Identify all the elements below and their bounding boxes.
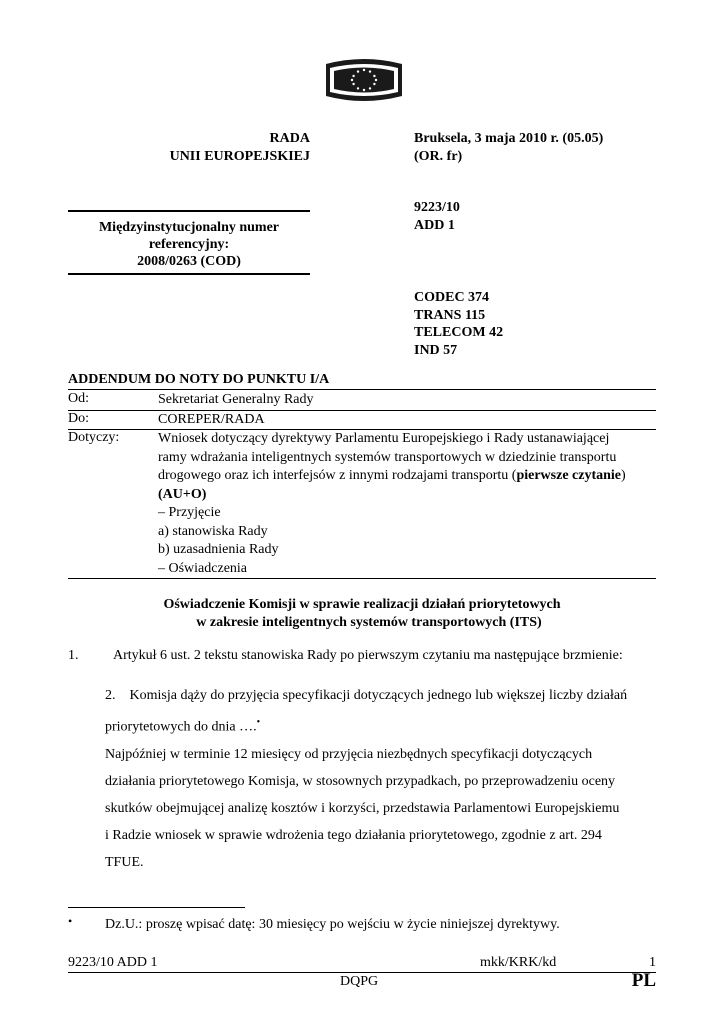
quote-line: skutków obejmującej analizę kosztów i korzyści, przedstawia Parlamentowi Europejskiemu — [105, 800, 620, 816]
footer-language: PL — [631, 970, 656, 991]
footnote-separator — [68, 907, 245, 908]
procedure-tag: (AU+O) — [158, 486, 207, 502]
reference-top-rule — [68, 210, 310, 212]
classification-codes — [414, 289, 503, 359]
statement-title-line-1: Oświadczenie Komisji w sprawie realizacji działań priorytetowych — [163, 597, 561, 612]
document-number — [414, 199, 460, 234]
subject-line: Wniosek dotyczący dyrektywy Parlamentu Europejskiego i Rady ustanawiającej — [158, 431, 610, 446]
subject-value — [158, 430, 658, 578]
point-text: Artykuł 6 ust. 2 tekstu stanowiska Rady po pierwszym czytaniu ma następujące brzmienie: — [113, 648, 623, 663]
quote-line — [105, 709, 665, 741]
reference-line-3: 2008/0263 (COD) — [137, 254, 241, 269]
to-value: COREPER/RADA — [158, 412, 265, 427]
footer-doc-ref: 9223/10 ADD 1 — [68, 955, 158, 970]
place-date-block — [414, 130, 603, 166]
doc-number-line-2: ADD 1 — [414, 217, 455, 233]
quote-line: i Radzie wniosek w sprawie wdrożenia tego działania priorytetowego, zgodnie z art. 294 — [105, 827, 602, 843]
code-item: CODEC 374 — [414, 290, 490, 305]
quote-line: działania priorytetowego Komisja, w stosownych przypadkach, po przeprowadzeniu oceny — [105, 773, 616, 789]
quoted-article — [105, 682, 665, 876]
quote-line: TFUE. — [105, 854, 144, 870]
place-date: Bruksela, 3 maja 2010 r. (05.05) — [414, 131, 604, 146]
code-item: TELECOM 42 — [414, 325, 504, 340]
reference-line-2: referencyjny: — [148, 237, 230, 252]
doc-number-line-1: 9223/10 — [414, 200, 460, 215]
quote-line: Najpóźniej w terminie 12 miesięcy od przyjęcia niezbędnych specyfikacji dotyczących — [105, 746, 593, 762]
code-item: TRANS 115 — [414, 307, 486, 323]
footnote-reference: • — [256, 717, 261, 728]
footer-initials: mkk/KRK/kd — [480, 955, 557, 970]
footer-rule — [68, 972, 656, 973]
council-line-2: UNII EUROPEJSKIEJ — [169, 149, 310, 164]
subject-item: a) stanowiska Rady — [158, 523, 268, 539]
subject-item: – Oświadczenia — [158, 560, 248, 576]
subject-item: – Przyjęcie — [158, 505, 221, 520]
note-title: ADDENDUM DO NOTY DO PUNKTU I/A — [68, 372, 330, 387]
from-label: Od: — [68, 391, 89, 406]
quote-line-text: priorytetowych do dnia …. — [105, 719, 257, 735]
statement-title-line-2: w zakresie inteligentnych systemów transportowych (ITS) — [196, 615, 542, 630]
council-name — [68, 130, 310, 166]
statement-title — [68, 596, 656, 632]
subject-rule — [68, 578, 656, 579]
subject-text: drogowego oraz ich interfejsów z innymi rodzajami transportu ( — [158, 468, 517, 483]
reference-bottom-rule — [68, 273, 310, 275]
subject-label: Dotyczy: — [68, 430, 120, 445]
footnote-text: Dz.U.: proszę wpisać datę: 30 miesięcy po wejściu w życie niniejszej dyrektywy. — [105, 917, 560, 932]
subject-item: b) uzasadnienia Rady — [158, 542, 279, 557]
footnote-mark: • — [68, 914, 73, 928]
original-language: (OR. fr) — [414, 149, 463, 164]
point-number: 1. — [68, 648, 79, 663]
reading-stage: pierwsze czytanie — [516, 468, 622, 483]
to-label: Do: — [68, 411, 89, 426]
code-item: IND 57 — [414, 342, 458, 358]
reference-line-1: Międzyinstytucjonalny numer — [98, 220, 280, 235]
subject-line — [158, 467, 658, 486]
footer-department: DQPG — [340, 974, 379, 989]
quote-line: 2. Komisja dąży do przyjęcia specyfikacji dotyczących jednego lub większej liczby działań — [105, 688, 628, 703]
council-logo — [320, 56, 408, 104]
council-line-1: RADA — [269, 131, 310, 146]
interinstitutional-reference — [68, 219, 310, 270]
title-rule — [68, 389, 656, 390]
footer-page-number: 1 — [649, 955, 656, 970]
subject-paren: ) — [621, 468, 626, 483]
subject-line: ramy wdrażania inteligentnych systemów transportowych w dziedzinie transportu — [158, 449, 617, 465]
from-value: Sekretariat Generalny Rady — [158, 392, 314, 407]
